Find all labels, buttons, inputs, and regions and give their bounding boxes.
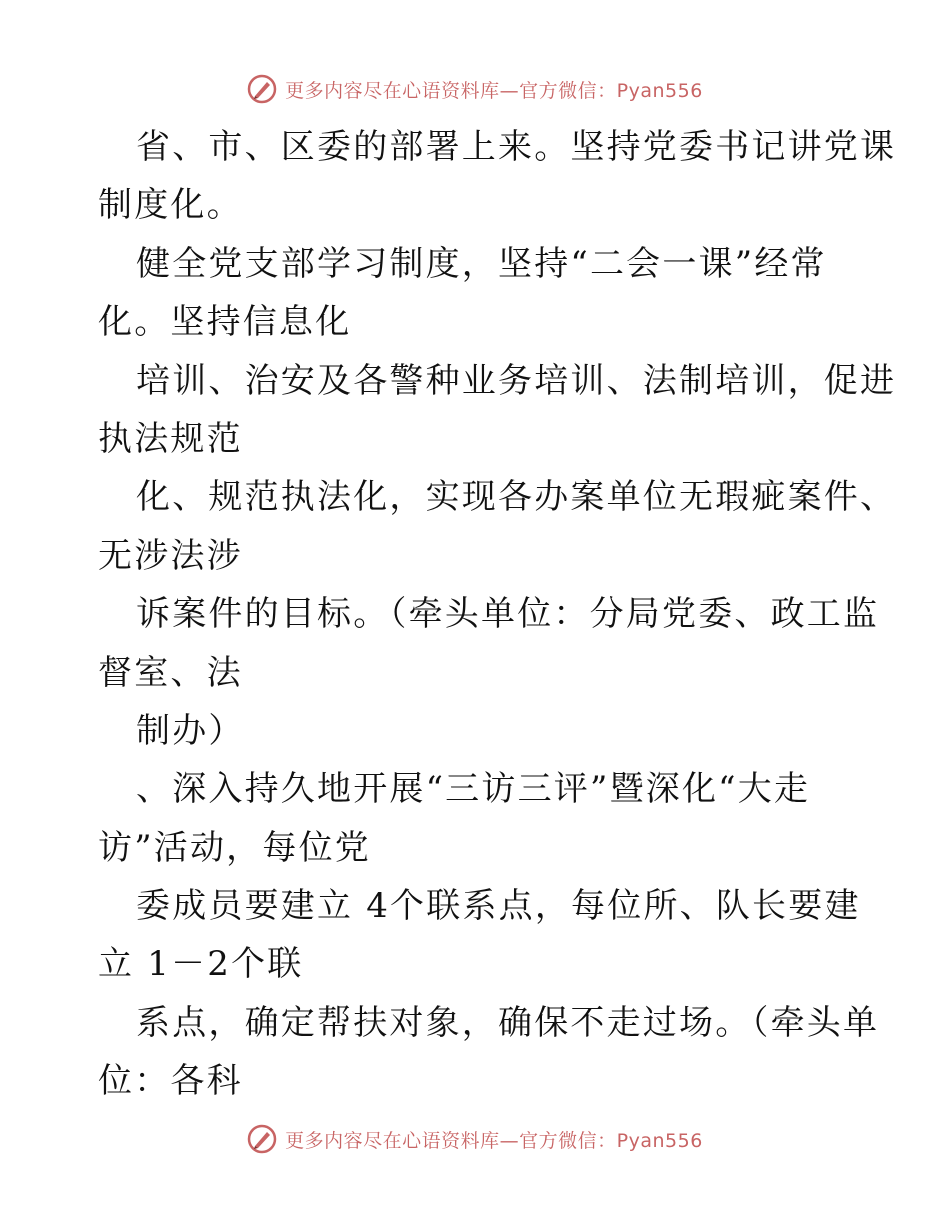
body-line: 、深入持久地开展“三访三评”暨深化“大走 (136, 769, 811, 810)
body-line: 化。坚持信息化 (98, 302, 352, 343)
body-line: 省、市、区委的部署上来。坚持党委书记讲党课 (136, 127, 897, 167)
footer-banner (0, 1122, 950, 1156)
header-banner (0, 72, 950, 106)
body-line: 立 1－2个联 (98, 944, 304, 985)
body-line: 化、规范执法化，实现各办案单位无瑕疵案件、 (136, 477, 897, 518)
body-line: 执法规范 (98, 418, 243, 459)
body-line: 制度化。 (98, 185, 243, 226)
document-body (98, 118, 897, 1111)
header-banner-text: 更多内容尽在心语资料库—官方微信：Pyan556 (285, 79, 703, 102)
body-line: 制办） (136, 710, 245, 751)
body-line: 位：各科 (98, 1061, 243, 1102)
footer-banner-text: 更多内容尽在心语资料库—官方微信：Pyan556 (285, 1129, 703, 1152)
body-line: 委成员要建立 4个联系点，每位所、队长要建 (136, 886, 861, 927)
body-line: 培训、治安及各警种业务培训、法制培训，促进 (136, 360, 897, 401)
body-line: 诉案件的目标。（牵头单位：分局党委、政工监 (136, 594, 880, 635)
body-line: 督室、法 (98, 652, 243, 693)
pen-logo-icon (247, 1124, 277, 1154)
pen-logo-icon (247, 74, 277, 104)
body-line: 无涉法涉 (98, 535, 243, 576)
body-line: 系点，确定帮扶对象，确保不走过场。（牵头单 (136, 1002, 880, 1043)
body-line: 健全党支部学习制度，坚持“二会一课”经常 (136, 243, 827, 284)
body-line: 访”活动，每位党 (98, 827, 371, 868)
